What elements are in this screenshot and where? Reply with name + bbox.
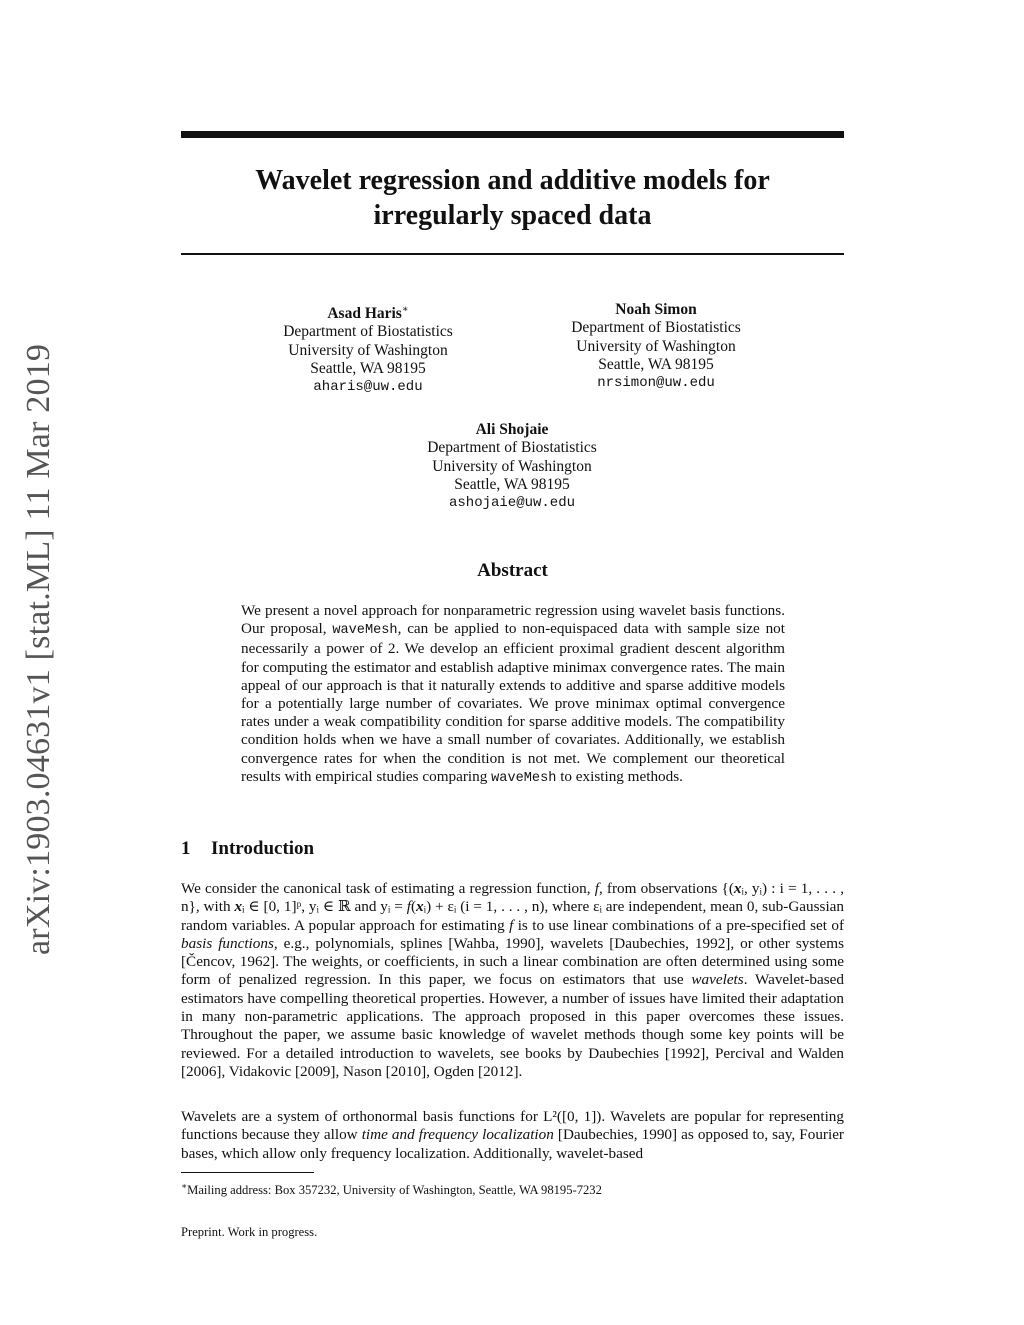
footnote-text: Mailing address: Box 357232, University of Washington, Seattle, WA 98195-7232: [187, 1183, 602, 1198]
section-number: 1: [181, 838, 191, 859]
author-email: ashojaie@uw.edu: [448, 495, 576, 512]
author-email: aharis@uw.edu: [313, 379, 423, 396]
intro-paragraph-1: We consider the canonical task of estimating a regression function, f, from observations {(xᵢ, yᵢ) : i = 1, . . . , n}, with xᵢ ∈ [0, 1]ᵖ, yᵢ ∈ ℝ and yᵢ = f(xᵢ) + εᵢ (i = 1, . . . , n), where εᵢ are independent, mean 0, sub-Gaussian random variables. A popular approach for estimating f is to use linear combinations of a pre-specified set of basis functions, e.g., polynomials, splines [Wahba, 1990], wavelets [Daubechies, 1992], or other systems [Čencov, 1962]. The weights, or coefficients, in such a linear combination are often determined using some form of penalized regression. In this paper, we focus on estimators that use wavelets. Wavelet-based estimators have compelling theoretical properties. However, a number of issues have limited their adaptation in many non-parametric applications. The approach proposed in this paper overcomes these issues. Throughout the paper, we assume basic knowledge of wavelet methods though some key points will be reviewed. For a detailed introduction to wavelets, see books by Daubechies [1992], Percival and Walden [2006], Vidakovic [2009], Nason [2010], Ogden [2012].: [181, 880, 845, 1080]
author-name: Ali Shojaie: [475, 421, 549, 438]
paper-title: [181, 163, 844, 233]
title-bottom-rule: [181, 253, 844, 255]
code-wavemesh: waveMesh: [332, 623, 398, 639]
author-city: Seattle, WA 98195: [310, 360, 426, 378]
emphasis-wavelets: wavelets: [691, 971, 744, 989]
section-heading-introduction: [181, 838, 314, 860]
author-department: Department of Biostatistics: [283, 323, 453, 341]
author-block-2: [526, 301, 786, 392]
author-footnote-mark: ∗: [401, 304, 409, 315]
author-city: Seattle, WA 98195: [454, 475, 570, 493]
author-university: University of Washington: [576, 337, 736, 355]
author-department: Department of Biostatistics: [571, 319, 741, 337]
author-email: nrsimon@uw.edu: [597, 375, 715, 392]
emphasis-time-frequency: time and frequency localization: [361, 1126, 554, 1144]
footnote-mark: ∗: [181, 1181, 188, 1191]
title-line-2: irregularly spaced data: [373, 200, 652, 231]
arxiv-sidebar-stamp: arXiv:1903.04631v1 [stat.ML] 11 Mar 2019: [20, 343, 57, 955]
author-block-3: [382, 421, 642, 512]
author-name: Noah Simon: [615, 301, 697, 318]
abstract-text: We present a novel approach for nonparametric regression using wavelet basis functions. Our proposal, waveMesh, can be applied to non-equispaced data with sample size not necessarily a power of 2. We develop an efficient proximal gradient descent algorithm for computing the estimator and establish adaptive minimax convergence rates. The main appeal of our approach is that it naturally extends to additive and sparse additive models for a potentially large number of covariates. We prove minimax optimal convergence rates under a weak compatibility condition for sparse additive models. The compatibility condition holds when we have a small number of covariates. Additionally, we establish convergence rates for when the condition is not met. We complement our theoretical results with empirical studies comparing waveMesh to existing methods.: [241, 602, 785, 786]
title-top-rule: [181, 131, 844, 138]
title-line-1: Wavelet regression and additive models for: [255, 165, 770, 196]
author-department: Department of Biostatistics: [427, 439, 597, 457]
author-name: Asad Haris: [327, 305, 402, 323]
section-title: Introduction: [211, 838, 315, 859]
intro-paragraph-2: Wavelets are a system of orthonormal basis functions for L²([0, 1]). Wavelets are popular for representing functions because they allow time and frequency localization [Daubechies, 1990] as opposed to, say, Fourier bases, which allow only frequency localization. Additionally, wavelet-based: [181, 1108, 844, 1162]
footnote: [181, 1178, 602, 1198]
author-block-1: [238, 301, 498, 397]
emphasis-basis-functions: basis functions: [181, 934, 274, 952]
author-city: Seattle, WA 98195: [598, 355, 714, 373]
author-university: University of Washington: [432, 457, 592, 475]
author-university: University of Washington: [288, 341, 448, 359]
code-wavemesh: waveMesh: [491, 770, 557, 786]
preprint-note: Preprint. Work in progress.: [181, 1225, 318, 1239]
abstract-heading: Abstract: [477, 560, 548, 581]
footnote-rule: [181, 1172, 314, 1173]
